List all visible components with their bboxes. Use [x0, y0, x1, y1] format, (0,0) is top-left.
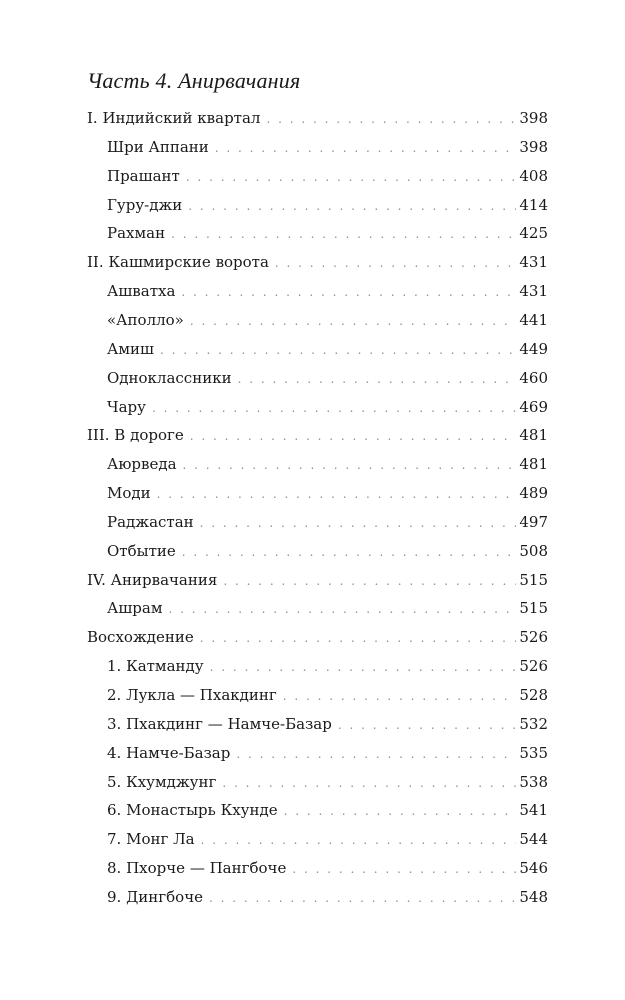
toc-entry-page-number: 515 [519, 570, 548, 589]
toc-entry-title: Восхождение [87, 623, 198, 651]
toc-entry-page-number: 548 [519, 887, 548, 906]
toc-entry[interactable] [107, 364, 548, 392]
dot-leader [266, 105, 516, 133]
toc-entry[interactable] [107, 681, 548, 709]
toc-entry-title: 7. Монг Ла [107, 825, 199, 853]
toc-entry-title: 9. Дингбоче [107, 883, 207, 911]
dot-leader [181, 278, 516, 306]
toc-entry[interactable] [107, 133, 548, 161]
toc-entry-page-number: 489 [519, 484, 548, 503]
toc-entry-page-number: 541 [519, 801, 548, 820]
toc-entry-page-number: 508 [519, 541, 548, 560]
toc-entry-title: 2. Лукла — Пхакдинг [107, 681, 281, 709]
dot-leader [182, 538, 516, 566]
dot-leader [169, 595, 516, 623]
toc-entry-title: Ашрам [107, 594, 167, 622]
toc-entry[interactable] [107, 393, 548, 421]
dot-leader [200, 624, 516, 652]
toc-entry[interactable] [107, 594, 548, 622]
dot-leader [283, 682, 516, 710]
toc-entry-title: Шри Аппани [107, 133, 213, 161]
toc-entry-page-number: 414 [519, 195, 548, 214]
toc-entry-title: Аюрведа [107, 450, 181, 478]
toc-entry-page-number: 431 [519, 282, 548, 301]
toc-entry-page-number: 481 [519, 455, 548, 474]
toc-entry-title: Отбытие [107, 537, 180, 565]
toc-entry-title: IV. Анирвачания [87, 566, 221, 594]
dot-leader [157, 480, 516, 508]
toc-entry-page-number: 526 [519, 657, 548, 676]
toc-entry-title: Раджастан [107, 508, 198, 536]
toc-entry-page-number: 469 [519, 397, 548, 416]
toc-entry[interactable] [107, 537, 548, 565]
toc-entry-page-number: 526 [519, 628, 548, 647]
dot-leader [183, 451, 516, 479]
toc-entry[interactable] [107, 739, 548, 767]
toc-entry-title: Амиш [107, 335, 158, 363]
toc-entry[interactable] [107, 508, 548, 536]
dot-leader [190, 307, 516, 335]
dot-leader [160, 336, 516, 364]
dot-leader [190, 422, 516, 450]
toc-entry-title: 8. Пхорче — Пангбоче [107, 854, 290, 882]
toc-entry-page-number: 535 [519, 743, 548, 762]
dot-leader [284, 797, 516, 825]
toc-entry-page-number: 408 [519, 166, 548, 185]
toc-entry-page-number: 425 [519, 224, 548, 243]
toc-entry-page-number: 538 [519, 772, 548, 791]
dot-leader [222, 769, 516, 797]
toc-entry-title: 4. Намче-Базар [107, 739, 234, 767]
toc-entry-title: III. В дороге [87, 421, 188, 449]
toc-entry-page-number: 544 [519, 830, 548, 849]
dot-leader [236, 740, 516, 768]
toc-entry[interactable] [87, 421, 548, 449]
toc-entry-title: 5. Кхумджунг [107, 768, 220, 796]
toc-entry-title: I. Индийский квартал [87, 104, 264, 132]
toc-entry-page-number: 441 [519, 310, 548, 329]
dot-leader [338, 711, 516, 739]
dot-leader [238, 365, 516, 393]
toc-entry-page-number: 546 [519, 859, 548, 878]
toc-entry-page-number: 528 [519, 686, 548, 704]
toc-entry-title: 1. Катманду [107, 652, 208, 680]
toc-entry[interactable] [87, 623, 548, 651]
toc-entry-page-number: 481 [519, 426, 548, 445]
toc-entry[interactable] [87, 104, 548, 132]
toc-entry[interactable] [107, 335, 548, 363]
toc-entry-page-number: 515 [519, 599, 548, 618]
toc-entry[interactable] [107, 825, 548, 853]
dot-leader [152, 394, 516, 422]
toc-entry-page-number: 398 [519, 109, 548, 127]
toc-entry[interactable] [87, 566, 548, 594]
dot-leader [292, 855, 516, 883]
toc-entry[interactable] [107, 652, 548, 680]
dot-leader [188, 192, 516, 220]
toc-entry[interactable] [107, 479, 548, 507]
toc-entry[interactable] [107, 219, 548, 247]
toc-entry-title: 3. Пхакдинг — Намче-Базар [107, 710, 336, 738]
toc-entry[interactable] [107, 796, 548, 824]
dot-leader [201, 826, 516, 854]
toc-entry-page-number: 460 [519, 368, 548, 387]
dot-leader [171, 220, 516, 248]
toc-entry[interactable] [107, 450, 548, 478]
toc-entry-title: «Аполло» [107, 306, 188, 334]
toc-entry[interactable] [107, 306, 548, 334]
toc-entry[interactable] [107, 162, 548, 190]
part-title: Часть 4. Анирвачания [87, 68, 301, 93]
dot-leader [275, 249, 516, 277]
toc-entry[interactable] [107, 854, 548, 882]
toc-entry-page-number: 398 [519, 137, 548, 156]
toc-entry-title: Прашант [107, 162, 184, 190]
toc-entry-title: Ашватха [107, 277, 179, 305]
toc-entry-title: Чару [107, 393, 150, 421]
toc-entry[interactable] [87, 248, 548, 276]
dot-leader [223, 567, 516, 595]
dot-leader [200, 509, 516, 537]
toc-entry-title: II. Кашмирские ворота [87, 248, 273, 276]
dot-leader [215, 134, 516, 162]
toc-entry[interactable] [107, 768, 548, 796]
toc-entry-page-number: 497 [519, 512, 548, 531]
toc-entry-page-number: 449 [519, 339, 548, 358]
toc-entry[interactable] [107, 710, 548, 738]
dot-leader [210, 653, 516, 681]
toc-entry-title: Рахман [107, 219, 169, 247]
toc-entry[interactable] [107, 277, 548, 305]
toc-entry-page-number: 431 [519, 253, 548, 272]
dot-leader [209, 884, 516, 912]
dot-leader [186, 163, 516, 191]
toc-entry[interactable] [107, 883, 548, 911]
toc-entry-title: Одноклассники [107, 364, 236, 392]
toc-entry-title: Моди [107, 479, 155, 507]
toc-entry-title: Гуру-джи [107, 191, 186, 219]
toc-entry-page-number: 532 [519, 714, 548, 733]
toc-entry-title: 6. Монастырь Кхунде [107, 796, 282, 824]
toc-entry[interactable] [107, 191, 548, 219]
